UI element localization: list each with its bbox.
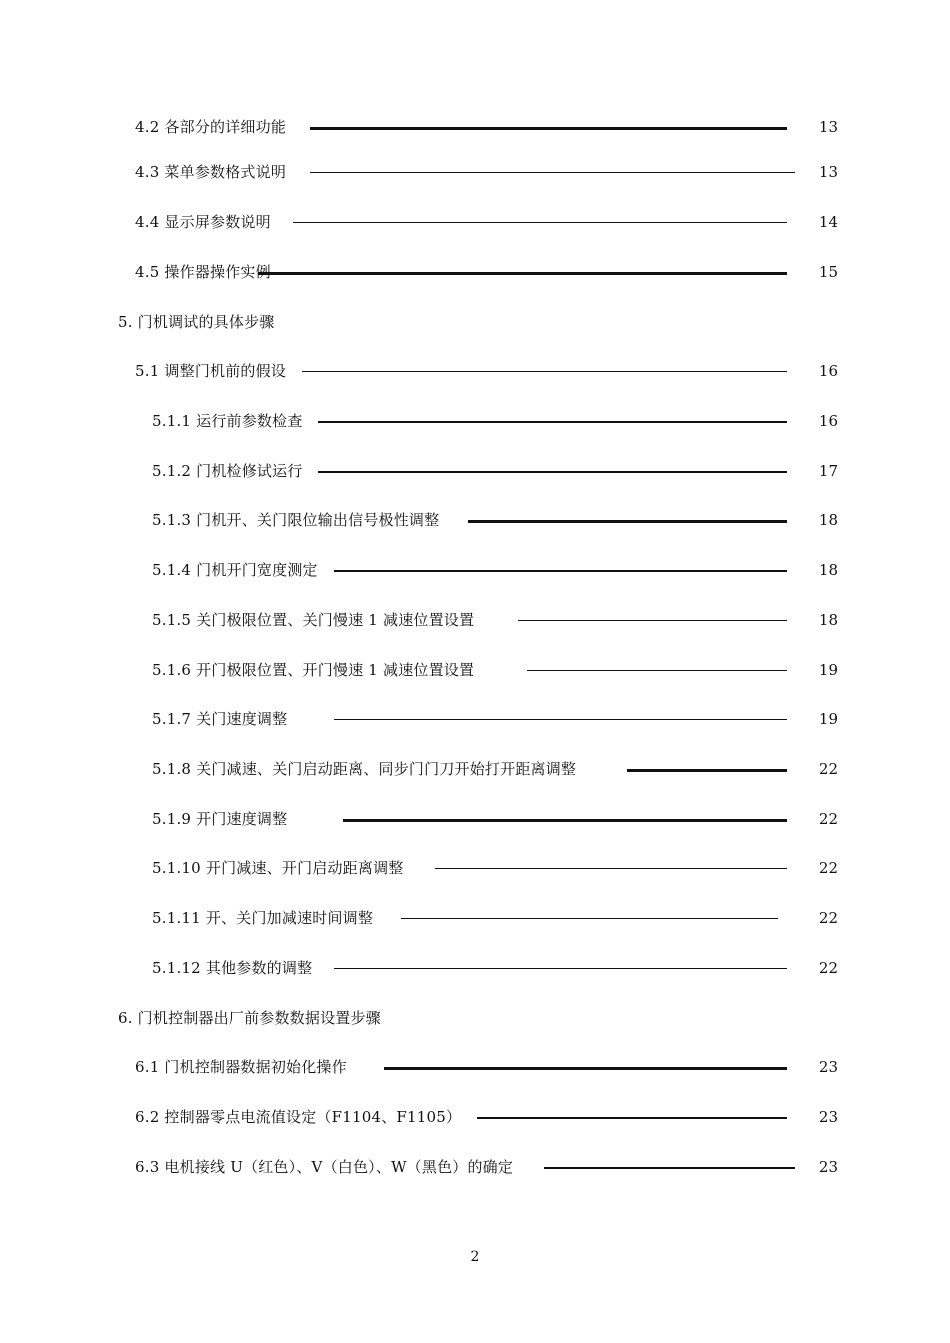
toc-leader-line (318, 471, 787, 473)
toc-section-heading[interactable] (0, 310, 950, 334)
toc-entry-label: 4.2 各部分的详细功能 (135, 118, 287, 136)
toc-leader-line (384, 1067, 787, 1070)
toc-entry[interactable] (0, 459, 950, 483)
toc-entry-page: 13 (818, 118, 838, 136)
toc-entry-label: 5.1.7 关门速度调整 (152, 710, 288, 728)
toc-entry-label: 5.1.11 开、关门加减速时间调整 (152, 909, 374, 927)
toc-entry[interactable] (0, 115, 950, 139)
toc-entry[interactable] (0, 508, 950, 532)
toc-entry[interactable] (0, 1155, 950, 1179)
toc-section-title: 6. 门机控制器出厂前参数数据设置步骤 (118, 1009, 381, 1027)
toc-entry[interactable] (0, 707, 950, 731)
toc-entry-page: 18 (818, 511, 838, 529)
toc-entry[interactable] (0, 1105, 950, 1129)
toc-entry[interactable] (0, 856, 950, 880)
toc-entry[interactable] (0, 658, 950, 682)
toc-entry-page: 16 (818, 362, 838, 380)
toc-entry-label: 4.3 菜单参数格式说明 (135, 163, 287, 181)
toc-entry-page: 18 (818, 561, 838, 579)
toc-leader-line (435, 868, 787, 869)
toc-entry[interactable] (0, 956, 950, 980)
toc-entry-page: 23 (818, 1108, 838, 1126)
toc-entry-label: 5.1 调整门机前的假设 (135, 362, 287, 380)
toc-entry[interactable] (0, 260, 950, 284)
toc-entry-page: 22 (818, 859, 838, 877)
toc-section-heading[interactable] (0, 1006, 950, 1030)
toc-entry[interactable] (0, 608, 950, 632)
toc-entry-label: 5.1.8 关门减速、关门启动距离、同步门门刀开始打开距离调整 (152, 760, 577, 778)
toc-leader-line (527, 670, 787, 671)
toc-entry-label: 4.5 操作器操作实例 (135, 263, 271, 281)
toc-entry-label: 5.1.4 门机开门宽度测定 (152, 561, 318, 579)
toc-entry-page: 13 (818, 163, 838, 181)
toc-entry[interactable] (0, 409, 950, 433)
toc-entry-page: 14 (818, 213, 838, 231)
toc-entry-label: 5.1.12 其他参数的调整 (152, 959, 313, 977)
toc-entry-page: 22 (818, 909, 838, 927)
toc-entry-page: 16 (818, 412, 838, 430)
toc-leader-line (544, 1167, 795, 1169)
toc-leader-line (318, 421, 787, 423)
toc-leader-line (302, 371, 787, 372)
toc-entry[interactable] (0, 906, 950, 930)
toc-entry-page: 19 (818, 710, 838, 728)
toc-leader-line (627, 769, 787, 772)
toc-entry-label: 5.1.5 关门极限位置、关门慢速 1 减速位置设置 (152, 611, 475, 629)
toc-leader-line (468, 520, 787, 523)
toc-entry-page: 18 (818, 611, 838, 629)
toc-leader-line (258, 272, 787, 275)
toc-entry[interactable] (0, 757, 950, 781)
toc-leader-line (343, 819, 787, 822)
toc-entry-label: 6.2 控制器零点电流值设定（F1104、F1105） (135, 1108, 462, 1126)
toc-entry[interactable] (0, 1055, 950, 1079)
toc-section-title: 5. 门机调试的具体步骤 (118, 313, 275, 331)
toc-entry-label: 5.1.9 开门速度调整 (152, 810, 288, 828)
page-number: 2 (470, 1249, 480, 1265)
toc-entry-page: 23 (818, 1158, 838, 1176)
toc-entry-label: 6.3 电机接线 U（红色）、V（白色）、W（黑色）的确定 (135, 1158, 514, 1176)
toc-leader-line (477, 1117, 787, 1119)
toc-leader-line (334, 570, 787, 572)
toc-entry-page: 22 (818, 810, 838, 828)
toc-leader-line (334, 719, 787, 720)
toc-entry-page: 15 (818, 263, 838, 281)
toc-entry-label: 5.1.3 门机开、关门限位输出信号极性调整 (152, 511, 440, 529)
toc-leader-line (310, 127, 787, 130)
toc-entry-page: 22 (818, 959, 838, 977)
toc-leader-line (310, 172, 795, 173)
toc-entry-label: 4.4 显示屏参数说明 (135, 213, 271, 231)
toc-entry-label: 5.1.6 开门极限位置、开门慢速 1 减速位置设置 (152, 661, 475, 679)
toc-entry[interactable] (0, 807, 950, 831)
toc-entry-page: 23 (818, 1058, 838, 1076)
toc-entry-label: 5.1.1 运行前参数检查 (152, 412, 303, 430)
toc-entry-page: 22 (818, 760, 838, 778)
toc-entry[interactable] (0, 359, 950, 383)
toc-entry[interactable] (0, 558, 950, 582)
toc-entry[interactable] (0, 160, 950, 184)
toc-leader-line (401, 918, 778, 919)
toc-leader-line (334, 968, 787, 969)
toc-entry-label: 5.1.10 开门减速、开门启动距离调整 (152, 859, 404, 877)
toc-leader-line (518, 620, 787, 621)
toc-leader-line (293, 222, 787, 223)
toc-entry[interactable] (0, 210, 950, 234)
toc-entry-label: 5.1.2 门机检修试运行 (152, 462, 303, 480)
toc-entry-label: 6.1 门机控制器数据初始化操作 (135, 1058, 347, 1076)
toc-entry-page: 19 (818, 661, 838, 679)
toc-entry-page: 17 (818, 462, 838, 480)
